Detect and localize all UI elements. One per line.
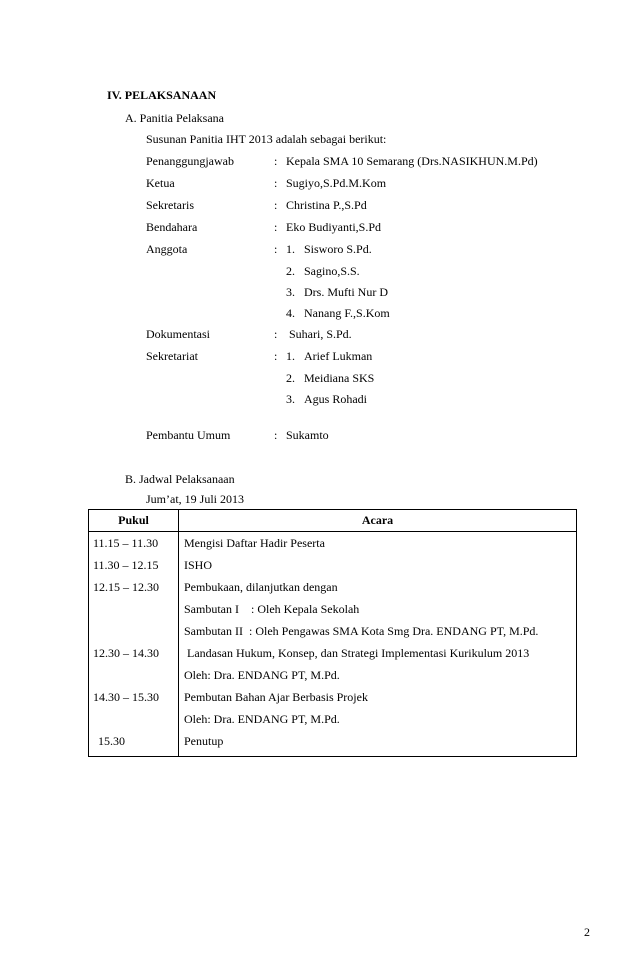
table-row xyxy=(89,664,577,686)
item-number: 3. xyxy=(286,392,295,406)
time-cell: 14.30 – 15.30 xyxy=(89,686,179,708)
role-value: Sugiyo,S.Pd.M.Kom xyxy=(286,176,387,190)
sekretariat-item xyxy=(286,371,375,386)
role-sekretaris xyxy=(146,198,626,213)
item-number: 2. xyxy=(286,371,295,385)
colon: : xyxy=(274,176,278,190)
role-label: Ketua xyxy=(146,176,175,190)
role-label: Sekretaris xyxy=(146,198,194,212)
schedule-date: Jum’at, 19 Juli 2013 xyxy=(146,492,244,506)
sekretariat-item xyxy=(286,392,367,407)
table-row xyxy=(89,686,577,708)
event-cell: Sambutan II : Oleh Pengawas SMA Kota Smg Dra. ENDANG PT, M.Pd. xyxy=(179,620,577,642)
colon: : xyxy=(274,327,278,341)
table-row xyxy=(89,708,577,730)
time-cell xyxy=(89,598,179,620)
role-label: Bendahara xyxy=(146,220,198,234)
role-bendahara xyxy=(146,220,626,235)
role-sekretariat xyxy=(146,349,626,364)
role-anggota xyxy=(146,242,626,257)
event-cell: Oleh: Dra. ENDANG PT, M.Pd. xyxy=(179,664,577,686)
table-row xyxy=(89,554,577,576)
event-cell: Mengisi Daftar Hadir Peserta xyxy=(179,532,577,555)
time-cell: 15.30 xyxy=(89,730,179,757)
time-cell xyxy=(89,708,179,730)
time-cell: 11.15 – 11.30 xyxy=(89,532,179,555)
item-number: 1. xyxy=(286,242,295,256)
time-cell: 12.15 – 12.30 xyxy=(89,576,179,598)
time-cell: 12.30 – 14.30 xyxy=(89,642,179,664)
time-cell xyxy=(89,664,179,686)
role-penanggungjawab xyxy=(146,154,626,169)
table-row xyxy=(89,532,577,555)
role-dokumentasi xyxy=(146,327,626,342)
item-name: Arief Lukman xyxy=(304,349,373,363)
item-number: 3. xyxy=(286,285,295,299)
section-heading: IV. PELAKSANAAN xyxy=(107,88,217,102)
table-row xyxy=(89,730,577,757)
role-label: Dokumentasi xyxy=(146,327,210,341)
subsection-a-title: A. Panitia Pelaksana xyxy=(125,111,224,125)
item-name: Sisworo S.Pd. xyxy=(304,242,372,256)
item-name: Sagino,S.S. xyxy=(304,264,360,278)
table-header-row xyxy=(89,510,577,532)
table-row xyxy=(89,642,577,664)
role-pembantu-umum xyxy=(146,428,626,443)
item-number: 4. xyxy=(286,306,295,320)
role-value: Christina P.,S.Pd xyxy=(286,198,367,212)
item-name: Agus Rohadi xyxy=(304,392,367,406)
colon: : xyxy=(274,428,278,442)
anggota-item xyxy=(286,285,388,300)
table-row xyxy=(89,598,577,620)
role-value: Sukamto xyxy=(286,428,329,442)
item-number: 1. xyxy=(286,349,295,363)
event-cell: Pembukaan, dilanjutkan dengan xyxy=(179,576,577,598)
role-label: Sekretariat xyxy=(146,349,198,363)
event-cell: ISHO xyxy=(179,554,577,576)
event-cell: Pembutan Bahan Ajar Berbasis Projek xyxy=(179,686,577,708)
column-header-time: Pukul xyxy=(89,510,179,532)
colon: : xyxy=(274,198,278,212)
event-cell: Sambutan I : Oleh Kepala Sekolah xyxy=(179,598,577,620)
role-label: Pembantu Umum xyxy=(146,428,231,442)
colon: : xyxy=(274,242,278,256)
schedule-table xyxy=(88,509,577,757)
item-name: Nanang F.,S.Kom xyxy=(304,306,390,320)
role-label: Anggota xyxy=(146,242,188,256)
item-number: 2. xyxy=(286,264,295,278)
table-row xyxy=(89,576,577,598)
sekretariat-item xyxy=(286,349,373,364)
time-cell: 11.30 – 12.15 xyxy=(89,554,179,576)
table-row xyxy=(89,620,577,642)
event-cell: Landasan Hukum, Konsep, dan Strategi Implementasi Kurikulum 2013 xyxy=(179,642,577,664)
item-name: Drs. Mufti Nur D xyxy=(304,285,388,299)
colon: : xyxy=(274,349,278,363)
role-label: Penanggungjawab xyxy=(146,154,234,168)
anggota-item xyxy=(286,306,390,321)
anggota-item xyxy=(286,264,360,279)
colon: : xyxy=(274,220,278,234)
role-value: Kepala SMA 10 Semarang (Drs.NASIKHUN.M.Pd) xyxy=(286,154,538,168)
subsection-b-title: B. Jadwal Pelaksanaan xyxy=(125,472,235,486)
role-ketua xyxy=(146,176,626,191)
committee-intro: Susunan Panitia IHT 2013 adalah sebagai berikut: xyxy=(146,132,387,146)
event-cell: Penutup xyxy=(179,730,577,757)
column-header-event: Acara xyxy=(179,510,577,532)
role-value: Suhari, S.Pd. xyxy=(286,327,352,341)
time-cell xyxy=(89,620,179,642)
colon: : xyxy=(274,154,278,168)
page-number: 2 xyxy=(584,925,590,939)
item-name: Meidiana SKS xyxy=(304,371,375,385)
event-cell: Oleh: Dra. ENDANG PT, M.Pd. xyxy=(179,708,577,730)
anggota-item xyxy=(286,242,372,257)
role-value: Eko Budiyanti,S.Pd xyxy=(286,220,382,234)
